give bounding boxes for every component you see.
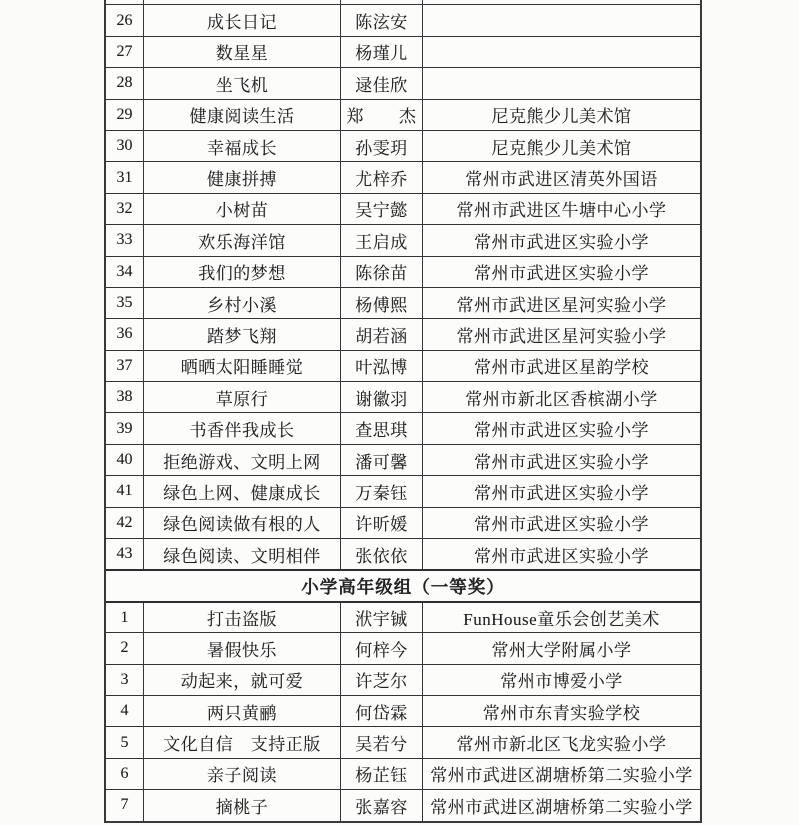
section-header-row bbox=[106, 569, 700, 600]
author-name-cell: 查思琪 bbox=[341, 413, 423, 443]
artwork-title-cell: 数星星 bbox=[144, 37, 341, 67]
serial-number-cell: 32 bbox=[106, 194, 144, 224]
school-name-cell: 常州市东青实验学校 bbox=[482, 703, 641, 723]
school-name-cell: 尼克熊少儿美术馆 bbox=[491, 138, 632, 158]
serial-number-cell: 29 bbox=[106, 100, 144, 130]
serial-number-cell: 30 bbox=[106, 131, 144, 161]
artwork-title-cell: 乡村小溪 bbox=[144, 288, 341, 318]
artwork-title-cell: 踏梦飞翔 bbox=[144, 319, 341, 349]
table-row bbox=[106, 4, 700, 35]
serial-number-cell: 7 bbox=[106, 790, 144, 820]
serial-number-cell: 28 bbox=[106, 68, 144, 98]
artwork-title-cell: 健康阅读生活 bbox=[144, 100, 341, 130]
school-name-cell: 常州市武进区实验小学 bbox=[474, 515, 649, 535]
school-name-cell: 常州市武进区实验小学 bbox=[474, 264, 649, 284]
author-name-cell: 何岱霖 bbox=[341, 696, 423, 726]
serial-number-cell: 31 bbox=[106, 162, 144, 192]
table-row bbox=[106, 475, 700, 506]
artwork-title-cell: 绿色阅读做有根的人 bbox=[144, 508, 341, 538]
author-name-cell: 杨瑾儿 bbox=[341, 37, 423, 67]
serial-number-cell: 5 bbox=[106, 727, 144, 757]
school-name-cell: 尼克熊少儿美术馆 bbox=[491, 107, 632, 127]
awards-table bbox=[104, 0, 702, 823]
serial-number-cell: 41 bbox=[106, 476, 144, 506]
table-row bbox=[106, 507, 700, 538]
school-name-cell bbox=[423, 5, 700, 35]
author-name-cell: 张嘉容 bbox=[341, 790, 423, 820]
table-row bbox=[106, 444, 700, 475]
author-name-cell: 洑宇铖 bbox=[341, 603, 423, 632]
school-name-cell: 常州市武进区清英外国语 bbox=[465, 170, 658, 190]
author-name-cell: 万秦钰 bbox=[341, 476, 423, 506]
table-row bbox=[106, 161, 700, 192]
school-name-cell: 常州大学附属小学 bbox=[491, 640, 632, 660]
serial-number-cell: 42 bbox=[106, 508, 144, 538]
school-name-cell: 常州市武进区实验小学 bbox=[474, 452, 649, 472]
artwork-title-cell: 拒绝游戏、文明上网 bbox=[144, 445, 341, 475]
table-row bbox=[106, 538, 700, 569]
artwork-title-cell: 动起来，就可爱 bbox=[144, 665, 341, 695]
serial-number-cell: 6 bbox=[106, 759, 144, 789]
school-name-cell: 常州市武进区湖塘桥第二实验小学 bbox=[430, 766, 693, 786]
serial-number-cell: 43 bbox=[106, 539, 144, 569]
table-row bbox=[106, 318, 700, 349]
school-name-cell: FunHouse童乐会创艺美术 bbox=[463, 610, 660, 629]
author-name-cell: 吴若兮 bbox=[341, 727, 423, 757]
table-row bbox=[106, 36, 700, 67]
serial-number-cell: 26 bbox=[106, 5, 144, 35]
serial-number-cell: 33 bbox=[106, 225, 144, 255]
school-name-cell: 常州市武进区实验小学 bbox=[474, 546, 649, 566]
school-name-cell: 常州市新北区飞龙实验小学 bbox=[456, 735, 667, 755]
school-name-cell: 常州市武进区星河实验小学 bbox=[456, 295, 667, 315]
serial-number-cell: 3 bbox=[106, 665, 144, 695]
author-name-cell: 何梓今 bbox=[341, 633, 423, 663]
author-name-cell: 潘可馨 bbox=[341, 445, 423, 475]
serial-number-cell: 39 bbox=[106, 413, 144, 443]
author-name-cell bbox=[341, 0, 423, 4]
table-row bbox=[106, 632, 700, 663]
artwork-title-cell: 幸福成长 bbox=[144, 131, 341, 161]
artwork-title-cell: 晒晒太阳睡睡觉 bbox=[144, 351, 341, 381]
artwork-title-cell: 暑假快乐 bbox=[144, 633, 341, 663]
table-row bbox=[106, 256, 700, 287]
school-name-cell bbox=[423, 68, 700, 98]
author-name-cell: 许芝尔 bbox=[341, 665, 423, 695]
author-name-cell: 胡若涵 bbox=[341, 319, 423, 349]
school-name-cell: 常州市武进区实验小学 bbox=[474, 483, 649, 503]
artwork-title-cell: 绿色上网、健康成长 bbox=[144, 476, 341, 506]
table-row bbox=[106, 0, 700, 4]
serial-number-cell: 37 bbox=[106, 351, 144, 381]
school-name-cell: 常州市武进区星河实验小学 bbox=[456, 326, 667, 346]
table-row bbox=[106, 350, 700, 381]
artwork-title-cell: 摘桃子 bbox=[144, 790, 341, 820]
author-name-cell: 吴宁懿 bbox=[341, 194, 423, 224]
school-name-cell: 常州市武进区实验小学 bbox=[474, 421, 649, 441]
artwork-title-cell: 文化自信 支持正版 bbox=[144, 727, 341, 757]
serial-number-cell: 2 bbox=[106, 633, 144, 663]
serial-number-cell: 27 bbox=[106, 37, 144, 67]
author-name-cell: 杨傅熙 bbox=[341, 288, 423, 318]
table-row bbox=[106, 758, 700, 789]
author-name-cell: 尤梓乔 bbox=[341, 162, 423, 192]
serial-number-cell: 1 bbox=[106, 603, 144, 632]
table-row bbox=[106, 99, 700, 130]
artwork-title-cell: 打击盗版 bbox=[144, 603, 341, 632]
author-name-cell: 许昕媛 bbox=[341, 508, 423, 538]
table-row bbox=[106, 412, 700, 443]
serial-number-cell: 35 bbox=[106, 288, 144, 318]
table-row bbox=[106, 664, 700, 695]
table-row bbox=[106, 726, 700, 757]
artwork-title-cell: 绿色阅读、文明相伴 bbox=[144, 539, 341, 569]
table-row bbox=[106, 130, 700, 161]
artwork-title-cell: 我们的梦想 bbox=[144, 257, 341, 287]
author-name-cell: 逯佳欣 bbox=[341, 68, 423, 98]
artwork-title-cell: 书香伴我成长 bbox=[144, 413, 341, 443]
artwork-title-cell: 亲子阅读 bbox=[144, 759, 341, 789]
artwork-title-cell: 欢乐海洋馆 bbox=[144, 225, 341, 255]
serial-number-cell: 34 bbox=[106, 257, 144, 287]
table-row bbox=[106, 224, 700, 255]
artwork-title-cell: 草原行 bbox=[144, 382, 341, 412]
artwork-title-cell: 小树苗 bbox=[144, 194, 341, 224]
table-row bbox=[106, 789, 700, 820]
author-name-cell: 张依依 bbox=[341, 539, 423, 569]
author-name-cell: 王启成 bbox=[341, 225, 423, 255]
serial-number-cell: 4 bbox=[106, 696, 144, 726]
artwork-title-cell: 两只黄鹂 bbox=[144, 696, 341, 726]
section-header-label: 小学高年级组（一等奖） bbox=[301, 576, 505, 597]
author-name-cell: 杨芷钰 bbox=[341, 759, 423, 789]
author-name-cell: 叶泓博 bbox=[341, 351, 423, 381]
school-name-cell bbox=[423, 0, 700, 4]
school-name-cell: 常州市武进区星韵学校 bbox=[474, 358, 649, 378]
school-name-cell: 常州市新北区香槟湖小学 bbox=[465, 389, 658, 409]
artwork-title-cell: 成长日记 bbox=[144, 5, 341, 35]
author-name-cell: 郑 杰 bbox=[341, 100, 423, 130]
author-name-cell: 陈徐苗 bbox=[341, 257, 423, 287]
artwork-title-cell: 健康拼搏 bbox=[144, 162, 341, 192]
table-row bbox=[106, 381, 700, 412]
artwork-title-cell bbox=[144, 0, 341, 4]
table-row bbox=[106, 601, 700, 632]
author-name-cell: 陈泫安 bbox=[341, 5, 423, 35]
author-name-cell: 孙雯玥 bbox=[341, 131, 423, 161]
school-name-cell: 常州市武进区湖塘桥第二实验小学 bbox=[430, 797, 693, 817]
serial-number-cell bbox=[106, 0, 144, 4]
school-name-cell: 常州市武进区实验小学 bbox=[474, 232, 649, 252]
school-name-cell: 常州市博爱小学 bbox=[500, 672, 623, 692]
school-name-cell: 常州市武进区牛塘中心小学 bbox=[456, 201, 667, 221]
serial-number-cell: 38 bbox=[106, 382, 144, 412]
artwork-title-cell: 坐飞机 bbox=[144, 68, 341, 98]
author-name-cell: 谢徽羽 bbox=[341, 382, 423, 412]
serial-number-cell: 40 bbox=[106, 445, 144, 475]
serial-number-cell: 36 bbox=[106, 319, 144, 349]
table-row bbox=[106, 67, 700, 98]
table-row bbox=[106, 695, 700, 726]
table-row bbox=[106, 287, 700, 318]
school-name-cell bbox=[423, 37, 700, 67]
table-row bbox=[106, 193, 700, 224]
